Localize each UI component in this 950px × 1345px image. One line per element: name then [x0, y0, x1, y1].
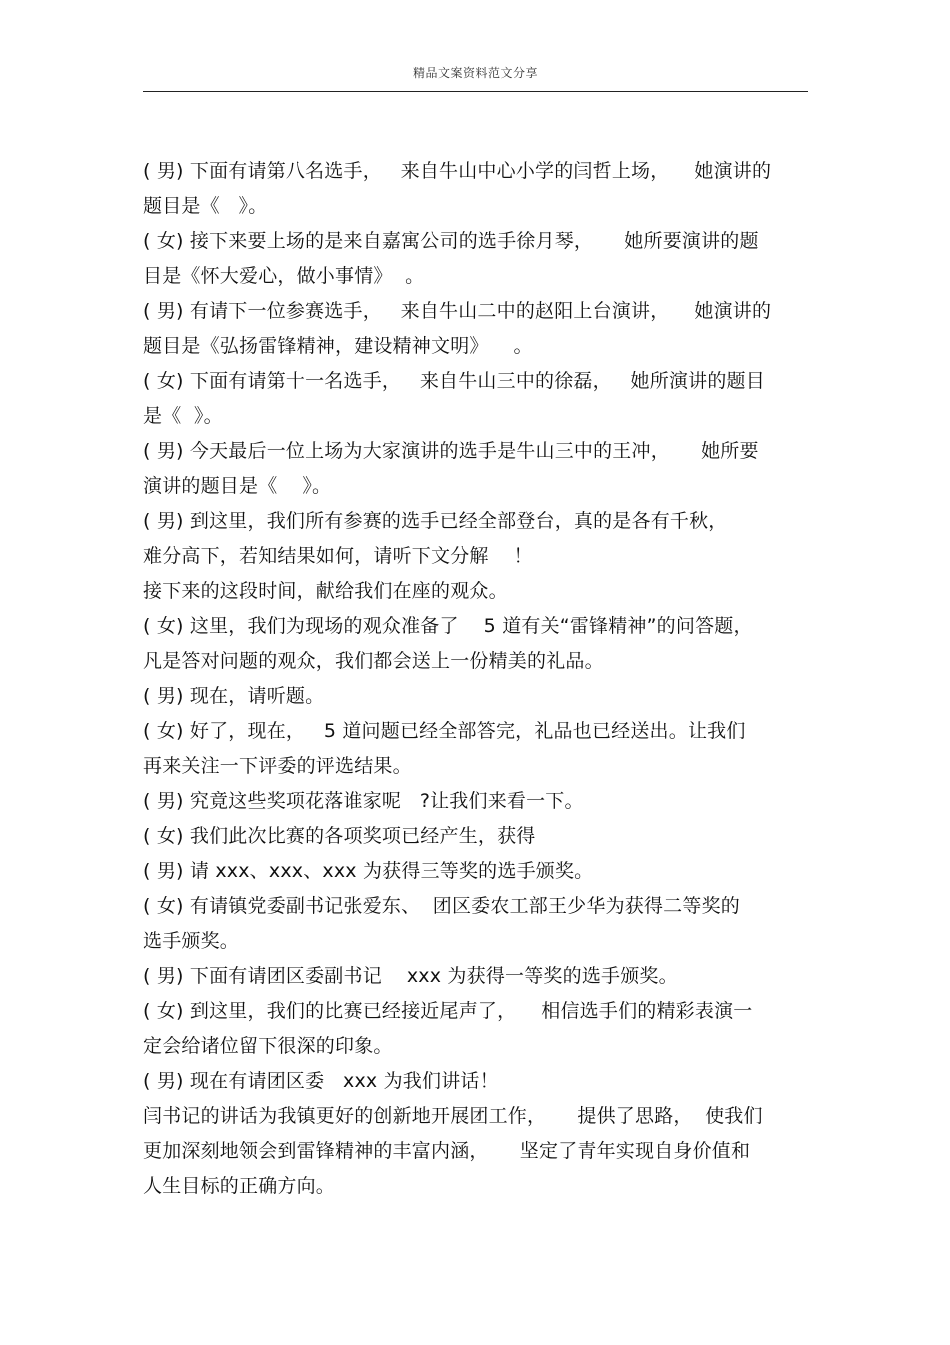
text-line: 题目是《弘扬雷锋精神，建设精神文明》 。 [143, 335, 533, 357]
text-line: ( 男) 有请下一位参赛选手， 来自牛山二中的赵阳上台演讲， 她演讲的 [143, 300, 772, 322]
text-line: 闫书记的讲话为我镇更好的创新地开展团工作， 提供了思路， 使我们 [143, 1105, 763, 1127]
text-line: 接下来的这段时间，献给我们在座的观众。 [143, 580, 508, 602]
text-line: ( 男) 下面有请第八名选手， 来自牛山中心小学的闫哲上场， 她演讲的 [143, 160, 772, 182]
text-line: ( 男) 现在有请团区委 xxx 为我们讲话！ [143, 1070, 499, 1092]
text-line: ( 女) 到这里，我们的比赛已经接近尾声了， 相信选手们的精彩表演一 [143, 1000, 753, 1022]
text-line: 目是《怀大爱心，做小事情》 。 [143, 265, 425, 287]
text-line: 选手颁奖。 [143, 930, 240, 952]
text-line: ( 男) 到这里，我们所有参赛的选手已经全部登台，真的是各有千秋， [143, 510, 728, 532]
text-line: 凡是答对问题的观众，我们都会送上一份精美的礼品。 [143, 650, 604, 672]
text-line: 难分高下，若知结果如何，请听下文分解 ！ [143, 545, 533, 567]
text-line: ( 男) 下面有请团区委副书记 xxx 为获得一等奖的选手颁奖。 [143, 965, 678, 987]
text-line: ( 男) 请 xxx、xxx、xxx 为获得三等奖的选手颁奖。 [143, 860, 594, 882]
text-line: ( 女) 接下来要上场的是来自嘉寓公司的选手徐月琴， 她所要演讲的题 [143, 230, 759, 252]
text-line: ( 女) 有请镇党委副书记张爱东、 团区委农工部王少华为获得二等奖的 [143, 895, 740, 917]
page-header [143, 62, 808, 92]
text-line: ( 男) 究竟这些奖项花落谁家呢 ?让我们来看一下。 [143, 790, 584, 812]
text-line: ( 女) 我们此次比赛的各项奖项已经产生，获得 [143, 825, 536, 847]
text-line: 更加深刻地领会到雷锋精神的丰富内涵， 坚定了青年实现自身价值和 [143, 1140, 751, 1162]
text-line: 是《 》。 [143, 405, 223, 427]
text-line: 人生目标的正确方向。 [143, 1175, 336, 1197]
text-line: ( 女) 这里，我们为现场的观众准备了 5 道有关“雷锋精神”的问答题， [143, 615, 753, 637]
text-line: ( 男) 现在，请听题。 [143, 685, 325, 707]
text-line: ( 女) 下面有请第十一名选手， 来自牛山三中的徐磊， 她所演讲的题目 [143, 370, 765, 392]
text-line: 定会给诸位留下很深的印象。 [143, 1035, 393, 1057]
text-line: ( 男) 今天最后一位上场为大家演讲的选手是牛山三中的王冲， 她所要 [143, 440, 759, 462]
text-line: 题目是《 》。 [143, 195, 268, 217]
text-line: ( 女) 好了，现在， 5 道问题已经全部答完，礼品也已经送出。让我们 [143, 720, 746, 742]
text-line: 再来关注一下评委的评选结果。 [143, 755, 412, 777]
document-body [143, 154, 808, 1204]
text-line: 演讲的题目是《 》。 [143, 475, 332, 497]
header-title: 精品文案资料范文分享 [412, 66, 538, 80]
